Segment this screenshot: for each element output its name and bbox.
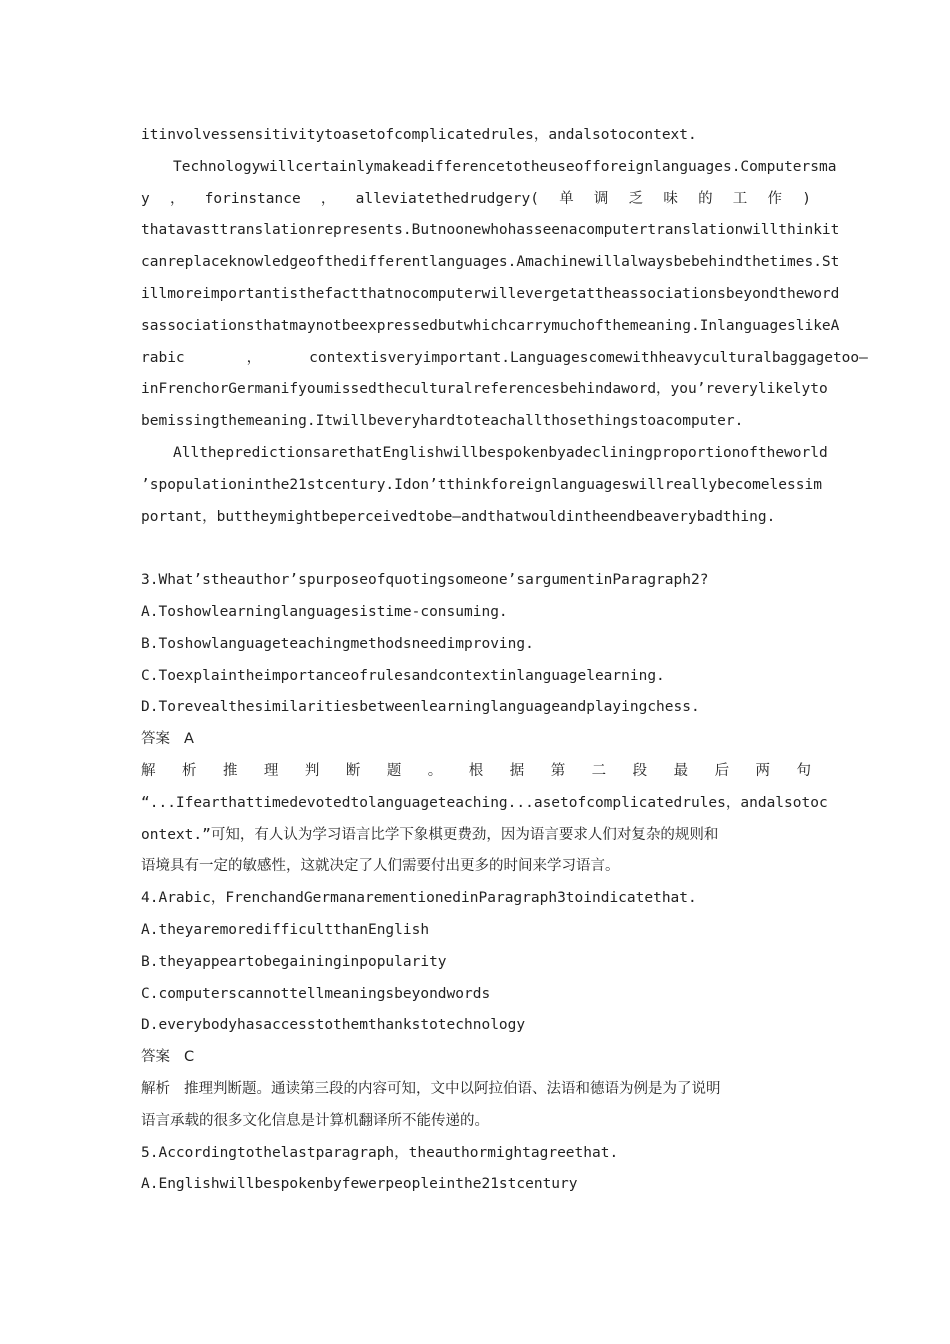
question-3-option-d: D.Torevealthesimilaritiesbetweenlearninglanguageandplayingchess.: [141, 699, 700, 716]
text-token: 根: [468, 762, 484, 779]
question-4-option-b: B.theyappeartobegaininginpopularity: [141, 953, 447, 970]
passage-line: itinvolvessensitivitytoasetofcomplicatedrules，andalsotocontext.: [141, 127, 697, 143]
question-3-analysis-line: ontext.”可知，有人认为学习语言比学下象棋更费劲，因为语言要求人们对复杂的规则和: [141, 826, 719, 843]
text-token: 调: [593, 190, 609, 207]
question-4-answer: [141, 1042, 811, 1074]
text-token: ，: [246, 349, 262, 366]
passage-line-justified: [141, 184, 811, 216]
document-page: [141, 120, 868, 1201]
answer-value: A: [184, 731, 194, 748]
text-token: 推: [222, 762, 238, 779]
question-3-analysis-line: “...Ifearthattimedevotedtolanguageteaching...asetofcomplicatedrules，andalsotoc: [141, 794, 828, 811]
text-token: 单: [559, 190, 574, 207]
text-token: 段: [632, 762, 648, 779]
text-token: 据: [509, 762, 525, 779]
text-token: alleviatethedrudgery(: [355, 190, 539, 207]
question-4-option-c: C.computerscannottellmeaningsbeyondwords: [141, 985, 491, 1002]
passage-line: AllthepredictionsarethatEnglishwillbespokenbyadecliningproportionoftheworld: [173, 444, 828, 461]
question-5-stem: 5.Accordingtothelastparagraph，theauthormightagreethat.: [141, 1144, 619, 1161]
text-token: 析: [181, 762, 197, 779]
question-4-stem: 4.Arabic，FrenchandGermanarementionedinParagraph3toindicatethat.: [141, 890, 697, 907]
question-3-answer: [141, 724, 811, 756]
analysis-text: 推理判断题。通读第三段的内容可知，文中以阿拉伯语、法语和德语为例是为了说明: [184, 1080, 721, 1097]
analysis-label: 解析: [141, 1080, 170, 1097]
passage-line: inFrenchorGermanifyoumissedtheculturalreferencesbehindaword，you’reverylikelyto: [141, 381, 828, 398]
question-4-option-a: A.theyaremoredifficultthanEnglish: [141, 921, 430, 938]
question-4-analysis-line: [141, 1074, 811, 1106]
text-token: 两: [755, 762, 771, 779]
passage-line: sassociationsthatmaynotbeexpressedbutwhichcarrymuchofthemeaning.InlanguageslikeA: [141, 317, 840, 334]
text-token: 最: [673, 762, 689, 779]
question-4-analysis-line: 语言承载的很多文化信息是计算机翻译所不能传递的。: [141, 1112, 489, 1129]
question-3-option-a: A.Toshowlearninglanguagesistime-consuming.: [141, 603, 508, 620]
text-token: ，: [320, 190, 336, 207]
passage-line: bemissingthemeaning.Itwillbeveryhardtoteachallthosethingstoacomputer.: [141, 413, 744, 430]
text-token: 断: [345, 762, 361, 779]
passage-line: portant，buttheymightbeperceivedtobe—andthatwouldintheendbeaverybadthing.: [141, 508, 776, 525]
text-token: 判: [304, 762, 320, 779]
text-token: rabic: [141, 349, 185, 366]
text-token: 二: [591, 762, 607, 779]
question-4-option-d: D.everybodyhasaccesstothemthankstotechnology: [141, 1017, 526, 1034]
passage-line: Technologywillcertainlymakeadifferencetotheuseofforeignlanguages.Computersma: [173, 158, 837, 175]
text-token: 作: [767, 190, 782, 207]
text-token: ，: [169, 190, 185, 207]
answer-label: 答案: [141, 1049, 170, 1066]
passage-line-justified: [141, 343, 868, 375]
text-token: 味: [663, 190, 678, 207]
passage-line: illmoreimportantisthefactthatnocomputerwillevergetattheassociationsbeyondtheword: [141, 285, 840, 302]
text-token: 句: [796, 762, 811, 779]
text-token: contextisveryimportant.Languagescomewithheavyculturalbaggagetoo—: [309, 349, 868, 366]
answer-value: C: [184, 1049, 195, 1066]
question-3-option-b: B.Toshowlanguageteachingmethodsneedimproving.: [141, 635, 534, 652]
text-token: 理: [263, 762, 279, 779]
text-token: 第: [550, 762, 566, 779]
text-token: 题: [386, 762, 402, 779]
question-5-option-a: A.Englishwillbespokenbyfewerpeopleinthe21stcentury: [141, 1176, 578, 1193]
question-3-analysis-line: 语境具有一定的敏感性，这就决定了人们需要付出更多的时间来学习语言。: [141, 858, 620, 875]
text-token: 工: [732, 190, 748, 207]
text-token: forinstance: [204, 190, 301, 207]
passage-line: canreplaceknowledgeofthedifferentlanguages.Amachinewillalwaysbebehindthetimes.St: [141, 254, 840, 271]
text-token: ): [802, 190, 811, 207]
answer-label: 答案: [141, 731, 170, 748]
text-token: 解: [141, 762, 156, 779]
question-3-option-c: C.Toexplaintheimportanceofrulesandcontextinlanguagelearning.: [141, 667, 665, 684]
text-token: 乏: [628, 190, 644, 207]
text-token: 。: [427, 762, 443, 779]
question-3-analysis-line: [141, 756, 811, 788]
spacer: [141, 533, 811, 565]
text-token: 的: [698, 190, 713, 207]
text-token: 后: [714, 762, 730, 779]
text-token: y: [141, 190, 150, 207]
passage-line: ’spopulationinthe21stcentury.Idon’tthinkforeignlanguageswillreallybecomelessim: [141, 476, 822, 493]
passage-line: thatavasttranslationrepresents.Butnoonewhohasseenacomputertranslationwillthinkit: [141, 222, 840, 239]
question-3-stem: 3.What’stheauthor’spurposeofquotingsomeone’sargumentinParagraph2?: [141, 572, 709, 589]
